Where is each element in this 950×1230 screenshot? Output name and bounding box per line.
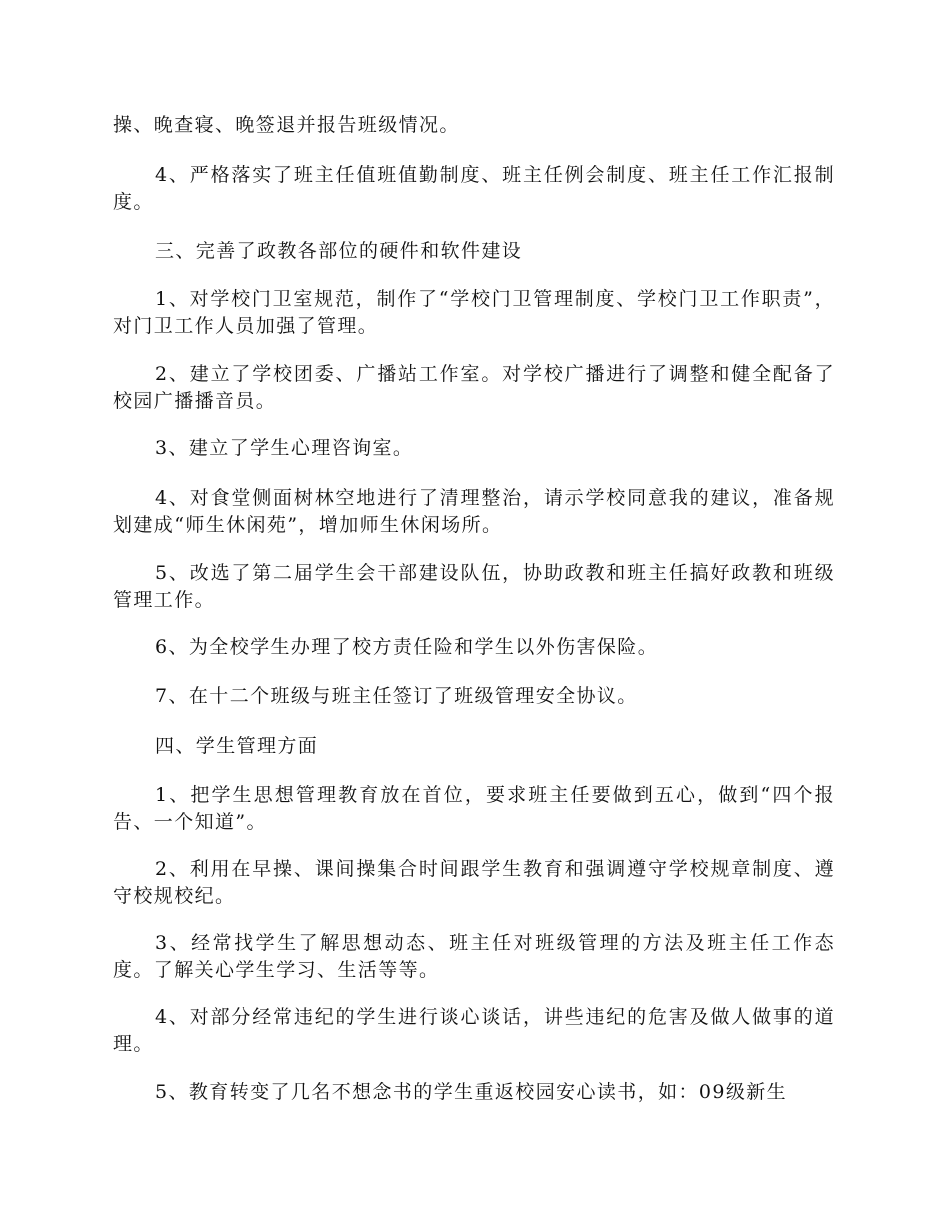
paragraph-item-4-duty-system: 4、严格落实了班主任值班值勤制度、班主任例会制度、班主任工作汇报制度。 [113, 164, 835, 213]
paragraph-item-6-insurance: 6、为全校学生办理了校方责任险和学生以外伤害保险。 [155, 636, 659, 658]
paragraph-item-4-leisure-garden: 4、对食堂侧面树林空地进行了清理整治，请示学校同意我的建议，准备规划建成“师生休闲苑”，增加师生休闲场所。 [113, 487, 835, 536]
section-heading-four: 四、学生管理方面 [155, 735, 319, 757]
paragraph-item-7-safety-agreement: 7、在十二个班级与班主任签订了班级管理安全协议。 [155, 685, 638, 707]
paragraph-item-4-discipline-talks: 4、对部分经常违纪的学生进行谈心谈话，讲些违纪的危害及做人做事的道理。 [113, 1006, 835, 1055]
paragraph-item-1-ideology: 1、把学生思想管理教育放在首位，要求班主任要做到五心，做到“四个报告、一个知道”。 [113, 784, 835, 833]
paragraph-item-2-broadcast: 2、建立了学校团委、广播站工作室。对学校广播进行了调整和健全配备了校园广播播音员。 [113, 363, 835, 412]
paragraph-item-3-counseling: 3、建立了学生心理咨询室。 [155, 437, 414, 459]
paragraph-item-1-gate-room: 1、对学校门卫室规范，制作了“学校门卫管理制度、学校门卫工作职责”，对门卫工作人员加强了管理。 [113, 288, 835, 337]
paragraph-item-3-student-talks: 3、经常找学生了解思想动态、班主任对班级管理的方法及班主任工作态度。了解关心学生学习、生活等等。 [113, 932, 835, 981]
paragraph-item-2-exercise-time: 2、利用在早操、课间操集合时间跟学生教育和强调遵守学校规章制度、遵守校规校纪。 [113, 858, 835, 907]
paragraph-item-5-student-union: 5、改选了第二届学生会干部建设队伍，协助政教和班主任搞好政教和班级管理工作。 [113, 562, 835, 611]
paragraph-continuation: 操、晚查寝、晚签退并报告班级情况。 [113, 114, 460, 136]
paragraph-item-5-return-to-school: 5、教育转变了几名不想念书的学生重返校园安心读书，如：09级新生 [155, 1081, 788, 1103]
section-heading-three: 三、完善了政教各部位的硬件和软件建设 [155, 240, 523, 262]
